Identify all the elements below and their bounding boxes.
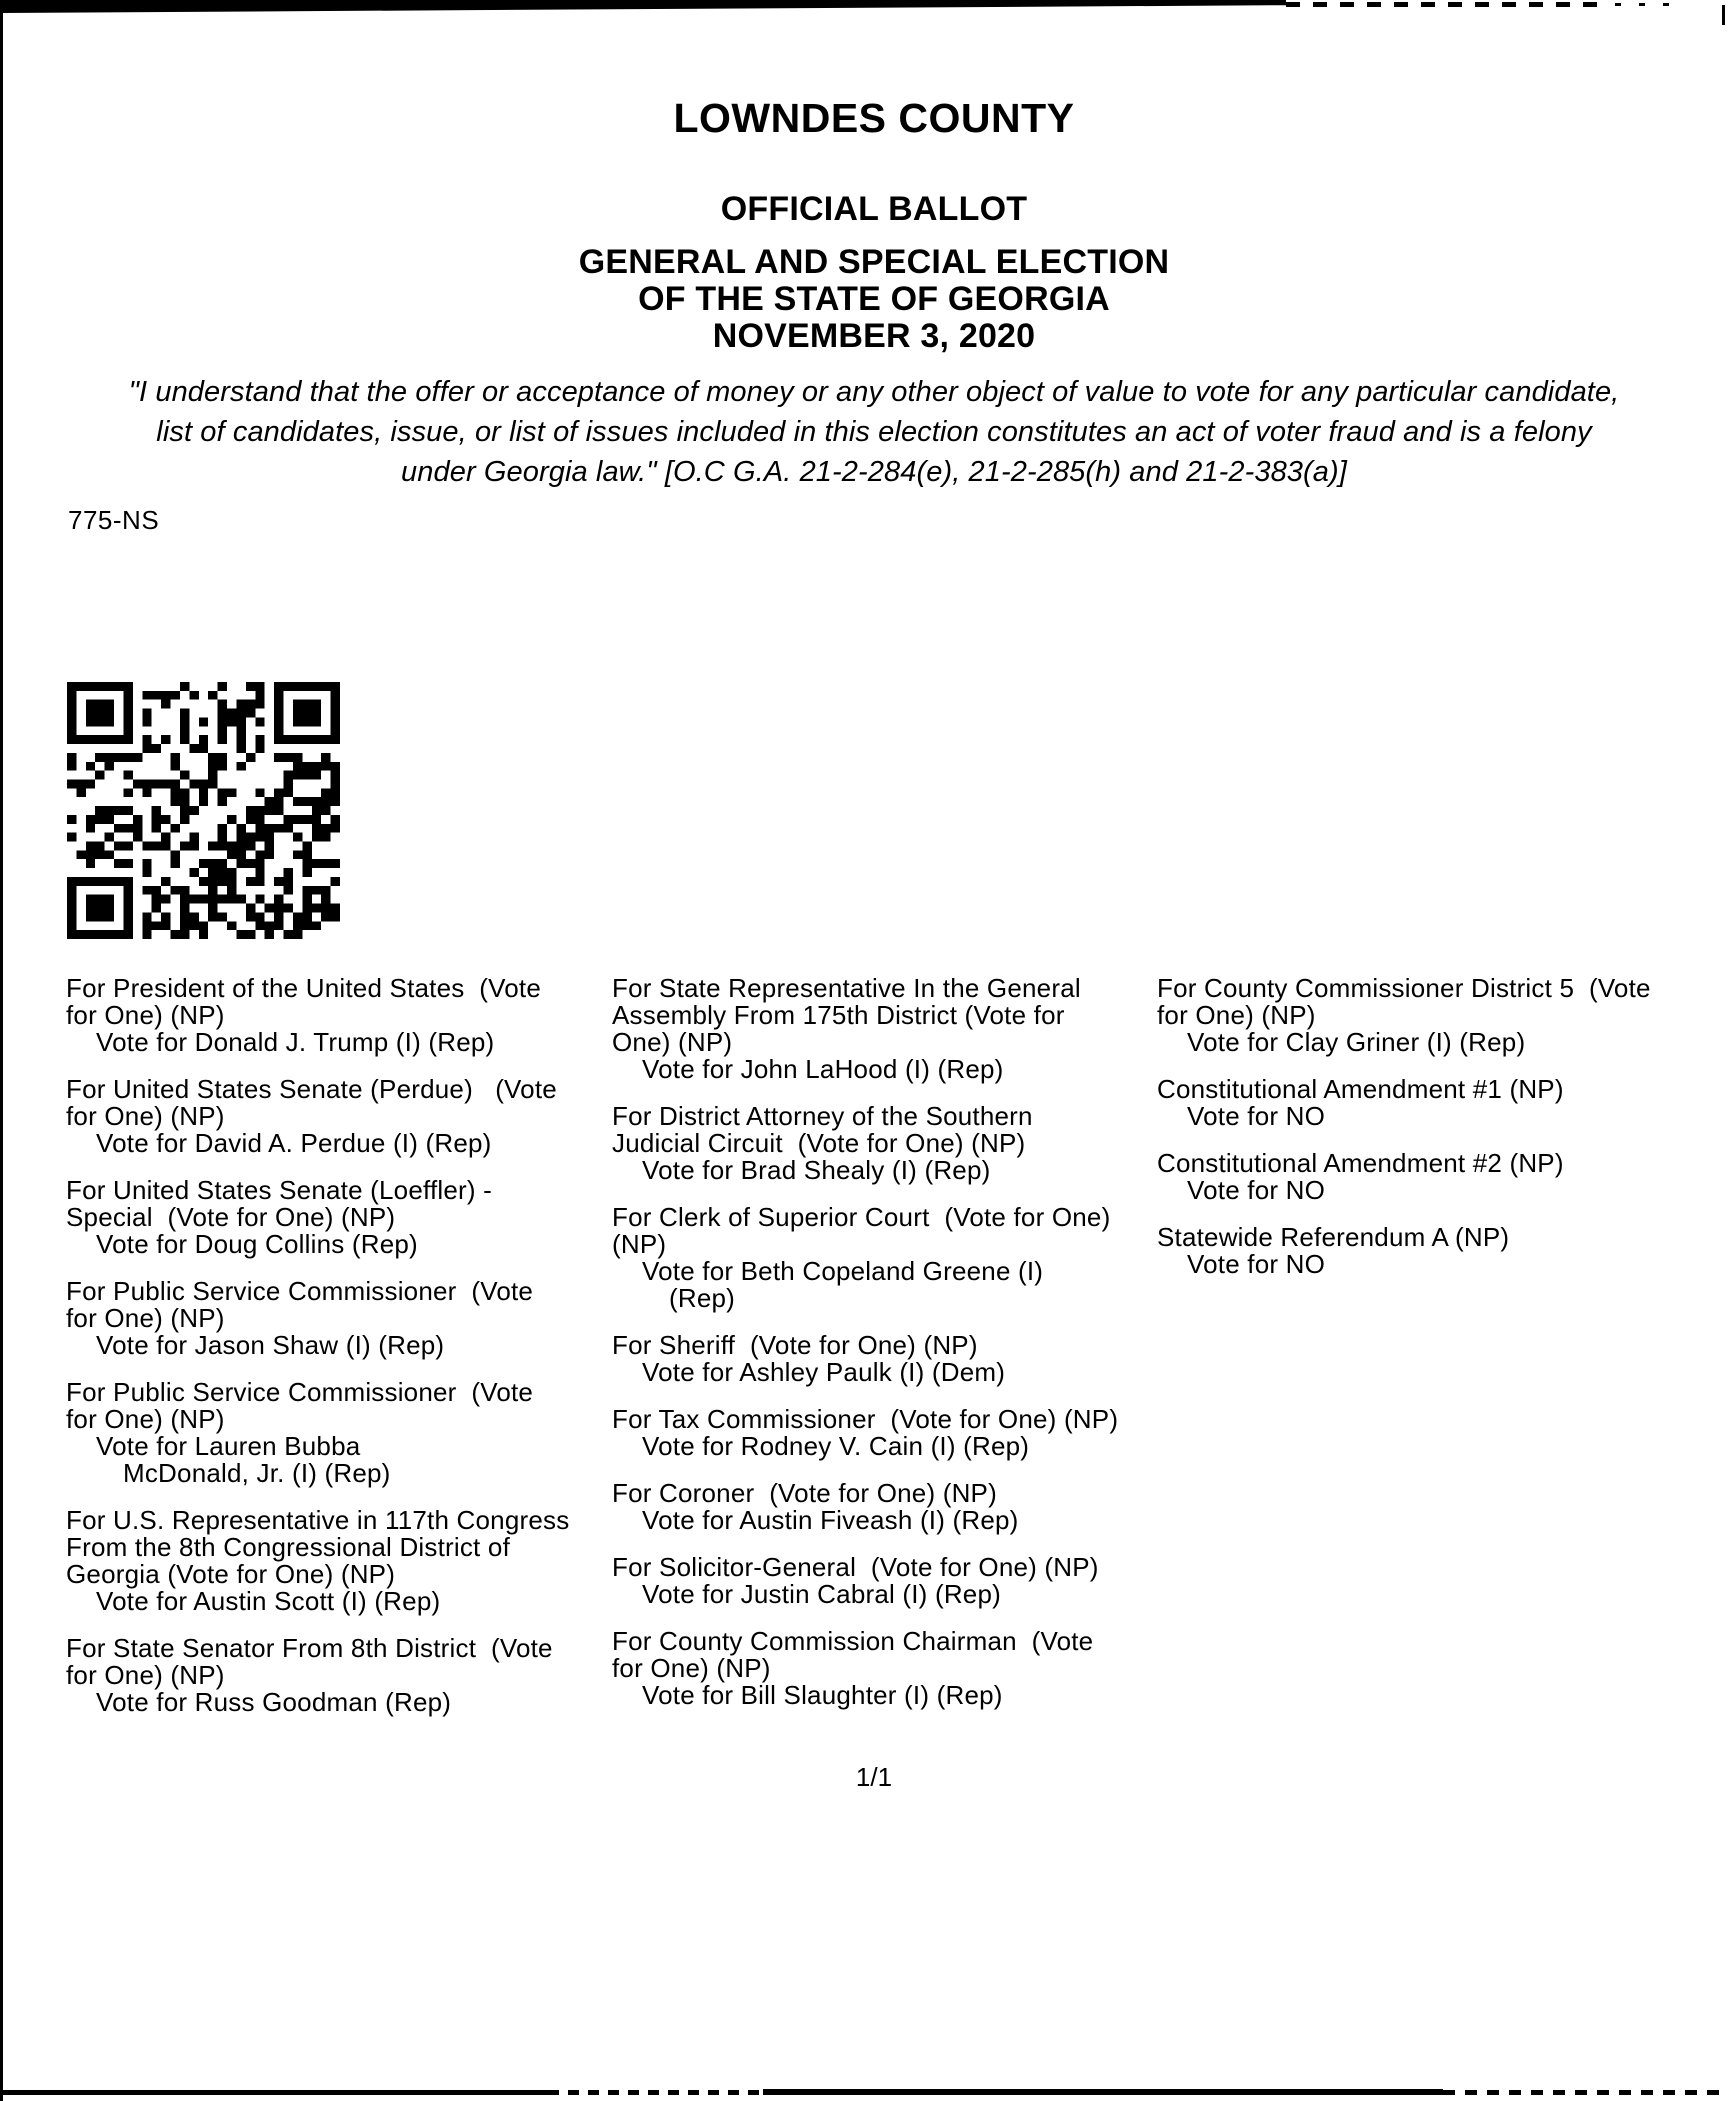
contest-line: Vote for Austin Scott (I) (Rep) <box>96 1586 441 1616</box>
contest-line: For Solicitor-General (Vote for One) (NP) <box>612 1552 1099 1582</box>
contest-line: For Coroner (Vote for One) (NP) <box>612 1478 997 1508</box>
contest-line: For District Attorney of the Southern <box>612 1101 1033 1131</box>
contest-line: Vote for Bill Slaughter (I) (Rep) <box>642 1680 1003 1710</box>
contest-block <box>612 1628 1157 1709</box>
contest-line: Vote for John LaHood (I) (Rep) <box>642 1054 1004 1084</box>
contest-block <box>612 1204 1157 1312</box>
contest-line: Constitutional Amendment #1 (NP) <box>1157 1074 1564 1104</box>
vote-summary-column-2 <box>612 975 1157 1729</box>
contest-line: For State Senator From 8th District (Vote <box>66 1633 553 1663</box>
contest-line: Vote for Russ Goodman (Rep) <box>96 1687 452 1717</box>
contest-line: Vote for David A. Perdue (I) (Rep) <box>96 1128 492 1158</box>
contest-line: For U.S. Representative in 117th Congress <box>66 1505 570 1535</box>
contest-block <box>612 1332 1157 1386</box>
contest-line: Vote for Justin Cabral (I) (Rep) <box>642 1579 1001 1609</box>
contest-line: For County Commissioner District 5 (Vote <box>1157 973 1651 1003</box>
contest-line: For State Representative In the General <box>612 973 1081 1003</box>
ballot-qr-code-icon <box>67 682 340 939</box>
contest-line: Vote for Donald J. Trump (I) (Rep) <box>96 1027 495 1057</box>
scan-artifact-top-bar-specks <box>1615 3 1685 6</box>
ballot-style-code: 775-NS <box>68 505 160 535</box>
page-title: LOWNDES COUNTY <box>673 95 1075 141</box>
scan-artifact-top-right-tick <box>1722 5 1725 25</box>
contest-line: for One) (NP) <box>66 1303 225 1333</box>
contest-block <box>1157 1076 1728 1130</box>
contest-line: From the 8th Congressional District of <box>66 1532 510 1562</box>
contest-line: For Tax Commissioner (Vote for One) (NP) <box>612 1404 1119 1434</box>
contest-line: Vote for Beth Copeland Greene (I) <box>642 1256 1044 1286</box>
contest-line: For County Commission Chairman (Vote <box>612 1626 1094 1656</box>
scan-artifact-top-bar-dashes <box>1286 2 1606 7</box>
contest-line: For United States Senate (Loeffler) - <box>66 1175 493 1205</box>
scan-artifact-bottom-bar-dashes <box>1443 2090 1728 2095</box>
contest-line: (Rep) <box>669 1283 736 1313</box>
contest-line: Vote for Rodney V. Cain (I) (Rep) <box>642 1431 1030 1461</box>
election-title-line: OF THE STATE OF GEORGIA <box>638 280 1110 318</box>
disclaimer-line: list of candidates, issue, or list of issues included in this election constitutes an act of voter fraud and is a felony <box>156 416 1592 448</box>
contest-block <box>1157 1224 1728 1278</box>
election-title <box>10 244 1728 355</box>
contest-line: for One) (NP) <box>66 1101 225 1131</box>
contest-block <box>66 975 591 1056</box>
contest-block <box>612 1406 1157 1460</box>
contest-block <box>66 1635 591 1716</box>
contest-line: (NP) <box>612 1229 667 1259</box>
contest-line: Judicial Circuit (Vote for One) (NP) <box>612 1128 1026 1158</box>
contest-block <box>66 1177 591 1258</box>
contest-block <box>66 1507 591 1615</box>
contest-line: For Clerk of Superior Court (Vote for One) <box>612 1202 1111 1232</box>
contest-line: For Public Service Commissioner (Vote <box>66 1276 534 1306</box>
contest-line: Vote for Ashley Paulk (I) (Dem) <box>642 1357 1006 1387</box>
voter-fraud-disclaimer <box>10 372 1728 492</box>
contest-block <box>612 1480 1157 1534</box>
contest-line: Vote for NO <box>1187 1101 1326 1131</box>
page-number: 1/1 <box>855 1762 893 1792</box>
contest-block <box>66 1076 591 1157</box>
contest-line: for One) (NP) <box>66 1660 225 1690</box>
contest-line: for One) (NP) <box>66 1000 225 1030</box>
contest-line: One) (NP) <box>612 1027 733 1057</box>
election-title-line: GENERAL AND SPECIAL ELECTION <box>578 243 1170 281</box>
contest-line: For Sheriff (Vote for One) (NP) <box>612 1330 978 1360</box>
ballot-type-heading: OFFICIAL BALLOT <box>720 190 1028 228</box>
contest-line: for One) (NP) <box>612 1653 771 1683</box>
contest-block <box>1157 1150 1728 1204</box>
vote-summary-column-3 <box>1157 975 1728 1298</box>
contest-line: Vote for Austin Fiveash (I) (Rep) <box>642 1505 1019 1535</box>
contest-line: Vote for Jason Shaw (I) (Rep) <box>96 1330 445 1360</box>
disclaimer-line: under Georgia law." [O.C G.A. 21-2-284(e), 21-2-285(h) and 21-2-383(a)] <box>401 456 1347 488</box>
contest-line: Vote for Clay Griner (I) (Rep) <box>1187 1027 1526 1057</box>
scan-artifact-bottom-bar <box>763 2089 1443 2095</box>
contest-block <box>612 975 1157 1083</box>
contest-line: Georgia (Vote for One) (NP) <box>66 1559 396 1589</box>
contest-line: For President of the United States (Vote <box>66 973 542 1003</box>
scan-artifact-top-bar <box>0 0 1286 13</box>
contest-line: McDonald, Jr. (I) (Rep) <box>123 1458 391 1488</box>
contest-line: Special (Vote for One) (NP) <box>66 1202 396 1232</box>
contest-line: For United States Senate (Perdue) (Vote <box>66 1074 557 1104</box>
contest-block <box>66 1379 591 1487</box>
scan-artifact-bottom-bar-dashes <box>548 2090 763 2095</box>
contest-line: Assembly From 175th District (Vote for <box>612 1000 1065 1030</box>
contest-block <box>612 1103 1157 1184</box>
contest-block <box>612 1554 1157 1608</box>
contest-line: for One) (NP) <box>1157 1000 1316 1030</box>
election-title-line: NOVEMBER 3, 2020 <box>712 317 1036 355</box>
scan-artifact-bottom-bar <box>0 2090 548 2095</box>
disclaimer-line: "I understand that the offer or acceptance of money or any other object of value to vote for any particular candidate, <box>128 376 1620 408</box>
contest-line: Vote for NO <box>1187 1175 1326 1205</box>
contest-line: Statewide Referendum A (NP) <box>1157 1222 1510 1252</box>
contest-line: for One) (NP) <box>66 1404 225 1434</box>
scan-artifact-left-edge <box>0 0 3 2101</box>
contest-line: Vote for NO <box>1187 1249 1326 1279</box>
contest-line: Vote for Brad Shealy (I) (Rep) <box>642 1155 991 1185</box>
contest-line: Constitutional Amendment #2 (NP) <box>1157 1148 1564 1178</box>
contest-line: Vote for Doug Collins (Rep) <box>96 1229 418 1259</box>
contest-line: Vote for Lauren Bubba <box>96 1431 361 1461</box>
contest-block <box>66 1278 591 1359</box>
vote-summary-column-1 <box>66 975 591 1736</box>
contest-line: For Public Service Commissioner (Vote <box>66 1377 534 1407</box>
contest-block <box>1157 975 1728 1056</box>
